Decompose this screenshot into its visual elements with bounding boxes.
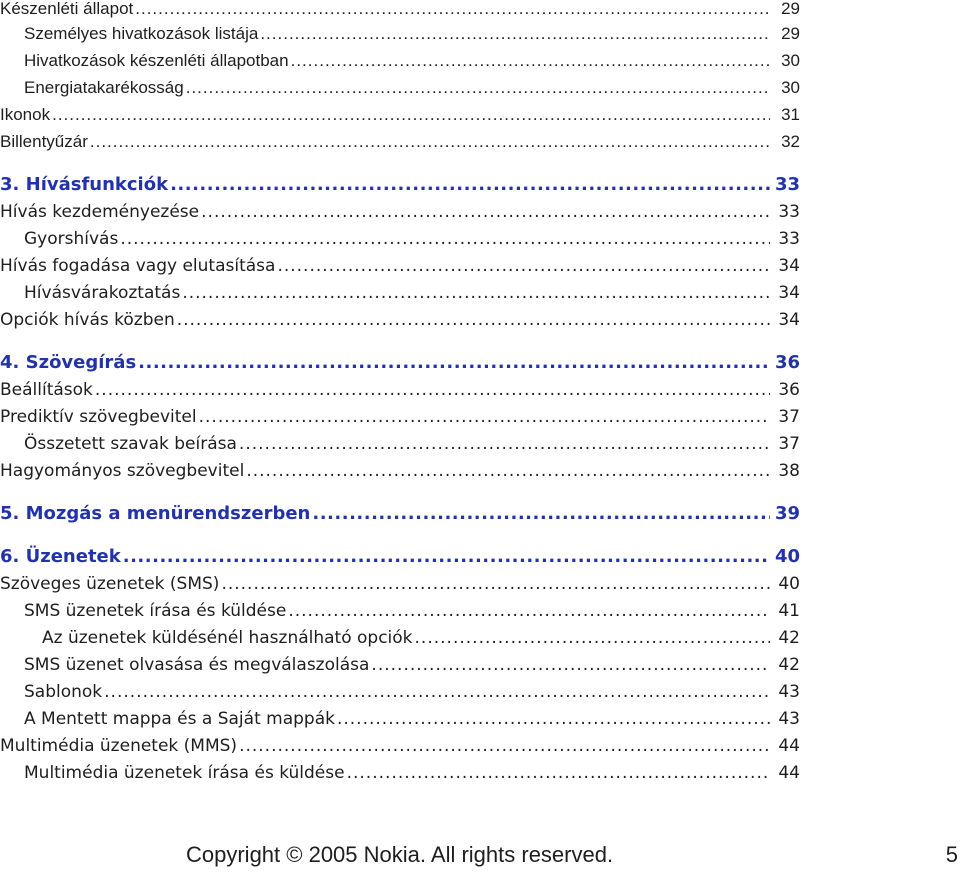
toc-entry[interactable] bbox=[0, 253, 800, 279]
toc-entry-page-number: 33 bbox=[774, 174, 800, 195]
toc-entry[interactable] bbox=[0, 21, 800, 47]
dot-leader bbox=[371, 652, 770, 678]
toc-entry-label: 3. Hívásfunkciók bbox=[0, 174, 169, 195]
dot-leader bbox=[186, 75, 770, 101]
toc-entry[interactable] bbox=[0, 0, 800, 22]
toc-entry[interactable] bbox=[0, 458, 800, 484]
toc-entry[interactable] bbox=[0, 48, 800, 74]
dot-leader bbox=[201, 199, 770, 225]
toc-entry[interactable] bbox=[0, 679, 800, 705]
dot-leader bbox=[135, 0, 770, 22]
toc-entry[interactable] bbox=[0, 102, 800, 128]
toc-entry-page-number: 37 bbox=[778, 407, 800, 427]
toc-entry-label: Billentyűzár bbox=[0, 132, 88, 151]
toc-entry-page-number: 44 bbox=[778, 736, 800, 756]
toc-entry-label: Szöveges üzenetek (SMS) bbox=[0, 574, 220, 594]
toc-entry-label: Beállítások bbox=[0, 380, 93, 400]
toc-entry-label: Multimédia üzenetek írása és küldése bbox=[24, 763, 345, 783]
toc-entry-page-number: 40 bbox=[778, 574, 800, 594]
toc-entry[interactable] bbox=[0, 199, 800, 225]
copyright-notice: Copyright © 2005 Nokia. All rights reserved. bbox=[186, 842, 614, 867]
toc-entry-label: Hívás fogadása vagy elutasítása bbox=[0, 256, 276, 276]
toc-entry[interactable] bbox=[0, 706, 800, 732]
dot-leader bbox=[177, 307, 770, 333]
dot-leader bbox=[120, 226, 770, 252]
toc-entry-label: SMS üzenet olvasása és megválaszolása bbox=[24, 655, 370, 675]
toc-entry-page-number: 37 bbox=[778, 434, 800, 454]
toc-entry-label: Ikonok bbox=[0, 105, 51, 124]
toc-entry[interactable] bbox=[0, 733, 800, 759]
toc-entry-page-number: 30 bbox=[781, 78, 800, 97]
toc-entry-page-number: 38 bbox=[778, 461, 800, 481]
toc-chapter-entry[interactable] bbox=[0, 501, 800, 527]
dot-leader bbox=[415, 625, 770, 651]
toc-entry-page-number: 36 bbox=[774, 352, 800, 373]
dot-leader bbox=[291, 48, 770, 74]
dot-leader bbox=[95, 377, 770, 403]
toc-entry-label: Multimédia üzenetek (MMS) bbox=[0, 736, 238, 756]
toc-entry[interactable] bbox=[0, 404, 800, 430]
toc-entry[interactable] bbox=[0, 652, 800, 678]
dot-leader bbox=[138, 350, 770, 376]
toc-entry-page-number: 43 bbox=[778, 709, 800, 729]
toc-entry-label: Összetett szavak beírása bbox=[24, 434, 237, 454]
dot-leader bbox=[288, 598, 770, 624]
toc-entry-label: Készenléti állapot bbox=[0, 0, 134, 18]
toc-entry-page-number: 36 bbox=[778, 380, 800, 400]
toc-entry-label: A Mentett mappa és a Saját mappák bbox=[24, 709, 335, 729]
toc-entry[interactable] bbox=[0, 75, 800, 101]
toc-entry[interactable] bbox=[0, 307, 800, 333]
toc-entry[interactable] bbox=[0, 377, 800, 403]
toc-entry-page-number: 42 bbox=[778, 628, 800, 648]
toc-entry[interactable] bbox=[0, 226, 800, 252]
toc-entry-label: 4. Szövegírás bbox=[0, 352, 137, 373]
toc-entry-page-number: 42 bbox=[778, 655, 800, 675]
toc-entry-page-number: 31 bbox=[781, 105, 800, 124]
toc-entry-label: 5. Mozgás a menürendszerben bbox=[0, 503, 311, 524]
dot-leader bbox=[246, 458, 770, 484]
toc-entry-page-number: 41 bbox=[778, 601, 800, 621]
toc-entry-label: Opciók hívás közben bbox=[0, 310, 175, 330]
toc-entry-label: Az üzenetek küldésénél használható opciók bbox=[42, 628, 413, 648]
toc-entry-label: Gyorshívás bbox=[24, 229, 119, 249]
toc-entry-page-number: 30 bbox=[781, 51, 800, 70]
dot-leader bbox=[337, 706, 770, 732]
toc-entry[interactable] bbox=[0, 571, 800, 597]
toc-entry-page-number: 29 bbox=[781, 24, 800, 43]
toc-entry-label: 6. Üzenetek bbox=[0, 546, 121, 567]
toc-entry-page-number: 34 bbox=[778, 310, 800, 330]
toc-chapter-entry[interactable] bbox=[0, 172, 800, 198]
toc-entry-page-number: 39 bbox=[774, 503, 800, 524]
toc-entry[interactable] bbox=[0, 431, 800, 457]
dot-leader bbox=[123, 544, 770, 570]
dot-leader bbox=[239, 733, 770, 759]
toc-entry-page-number: 33 bbox=[778, 229, 800, 249]
toc-entry-page-number: 40 bbox=[774, 546, 800, 567]
toc-entry[interactable] bbox=[0, 625, 800, 651]
page-footer bbox=[0, 842, 960, 872]
dot-leader bbox=[260, 21, 770, 47]
toc-entry-label: SMS üzenetek írása és küldése bbox=[24, 601, 287, 621]
page-number: 5 bbox=[945, 842, 958, 867]
toc-entry-label: Sablonok bbox=[24, 682, 103, 702]
toc-entry-label: Személyes hivatkozások listája bbox=[24, 24, 259, 43]
dot-leader bbox=[347, 760, 770, 786]
dot-leader bbox=[312, 501, 770, 527]
toc-chapter-entry[interactable] bbox=[0, 544, 800, 570]
toc-entry-label: Prediktív szövegbevitel bbox=[0, 407, 197, 427]
toc-entry-page-number: 44 bbox=[778, 763, 800, 783]
dot-leader bbox=[90, 129, 770, 155]
toc-entry-page-number: 33 bbox=[778, 202, 800, 222]
toc-entry[interactable] bbox=[0, 129, 800, 155]
toc-entry-page-number: 29 bbox=[781, 0, 800, 18]
toc-entry-label: Energiatakarékosság bbox=[24, 78, 184, 97]
toc-entry-page-number: 34 bbox=[778, 256, 800, 276]
toc-entry[interactable] bbox=[0, 280, 800, 306]
toc-entry-page-number: 43 bbox=[778, 682, 800, 702]
dot-leader bbox=[199, 404, 770, 430]
toc-entry[interactable] bbox=[0, 598, 800, 624]
dot-leader bbox=[239, 431, 770, 457]
dot-leader bbox=[277, 253, 770, 279]
toc-entry-label: Hagyományos szövegbevitel bbox=[0, 461, 245, 481]
toc-entry-page-number: 32 bbox=[781, 132, 800, 151]
dot-leader bbox=[104, 679, 770, 705]
toc-entry-label: Hívás kezdeményezése bbox=[0, 202, 200, 222]
toc-entry-page-number: 34 bbox=[778, 283, 800, 303]
toc-chapter-entry[interactable] bbox=[0, 350, 800, 376]
toc-entry[interactable] bbox=[0, 760, 800, 786]
toc-entry-label: Hívásvárakoztatás bbox=[24, 283, 181, 303]
toc-entry-label: Hivatkozások készenléti állapotban bbox=[24, 51, 289, 70]
dot-leader bbox=[221, 571, 770, 597]
dot-leader bbox=[52, 102, 770, 128]
dot-leader bbox=[170, 172, 770, 198]
dot-leader bbox=[182, 280, 770, 306]
